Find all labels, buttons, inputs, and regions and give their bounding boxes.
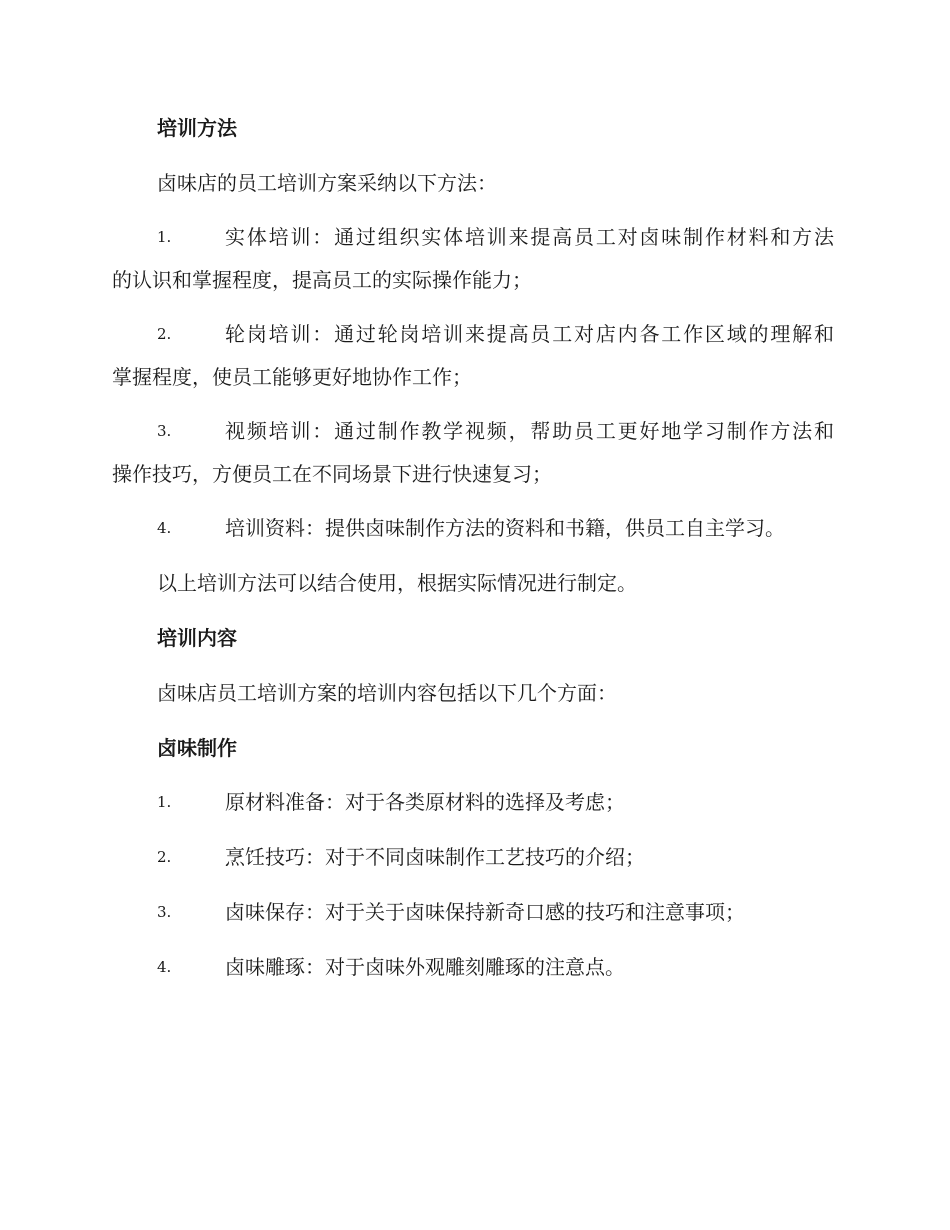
content-intro-paragraph: 卤味店员工培训方案的培训内容包括以下几个方面：	[157, 681, 617, 705]
list-item	[112, 313, 834, 399]
list-number: 2.	[157, 325, 172, 343]
list-item-text: 卤味雕琢：对于卤味外观雕刻雕琢的注意点。	[225, 955, 625, 979]
section-heading-training-methods: 培训方法	[157, 116, 237, 140]
closing-paragraph: 以上培训方法可以结合使用，根据实际情况进行制定。	[157, 571, 637, 595]
list-number: 1.	[157, 793, 172, 811]
list-item	[112, 836, 834, 879]
list-item	[112, 781, 834, 824]
subsection-heading-braise-making: 卤味制作	[157, 736, 237, 760]
list-item-text: 视频培训：通过制作教学视频，帮助员工更好地学习制作方法和	[225, 419, 834, 443]
section-heading-training-content: 培训内容	[157, 626, 237, 650]
list-item-continuation: 操作技巧，方便员工在不同场景下进行快速复习；	[112, 462, 552, 486]
list-item-continuation: 掌握程度，使员工能够更好地协作工作；	[112, 365, 472, 389]
list-item-continuation: 的认识和掌握程度，提高员工的实际操作能力；	[112, 268, 532, 292]
intro-paragraph: 卤味店的员工培训方案采纳以下方法：	[157, 171, 497, 195]
list-item-text: 卤味保存：对于关于卤味保持新奇口感的技巧和注意事项；	[225, 900, 745, 924]
list-item	[112, 946, 834, 989]
list-number: 1.	[157, 228, 172, 246]
list-number: 4.	[157, 519, 172, 537]
list-item	[112, 507, 834, 550]
list-number: 4.	[157, 958, 172, 976]
list-item-text: 原材料准备：对于各类原材料的选择及考虑；	[225, 790, 625, 814]
list-item	[112, 891, 834, 934]
list-item	[112, 216, 834, 302]
list-item-text: 轮岗培训：通过轮岗培训来提高员工对店内各工作区域的理解和	[225, 322, 834, 346]
list-item-text: 培训资料：提供卤味制作方法的资料和书籍，供员工自主学习。	[225, 516, 785, 540]
list-number: 2.	[157, 848, 172, 866]
list-item-text: 实体培训：通过组织实体培训来提高员工对卤味制作材料和方法	[225, 225, 834, 249]
list-item-text: 烹饪技巧：对于不同卤味制作工艺技巧的介绍；	[225, 845, 645, 869]
list-item	[112, 410, 834, 496]
list-number: 3.	[157, 903, 172, 921]
list-number: 3.	[157, 422, 172, 440]
